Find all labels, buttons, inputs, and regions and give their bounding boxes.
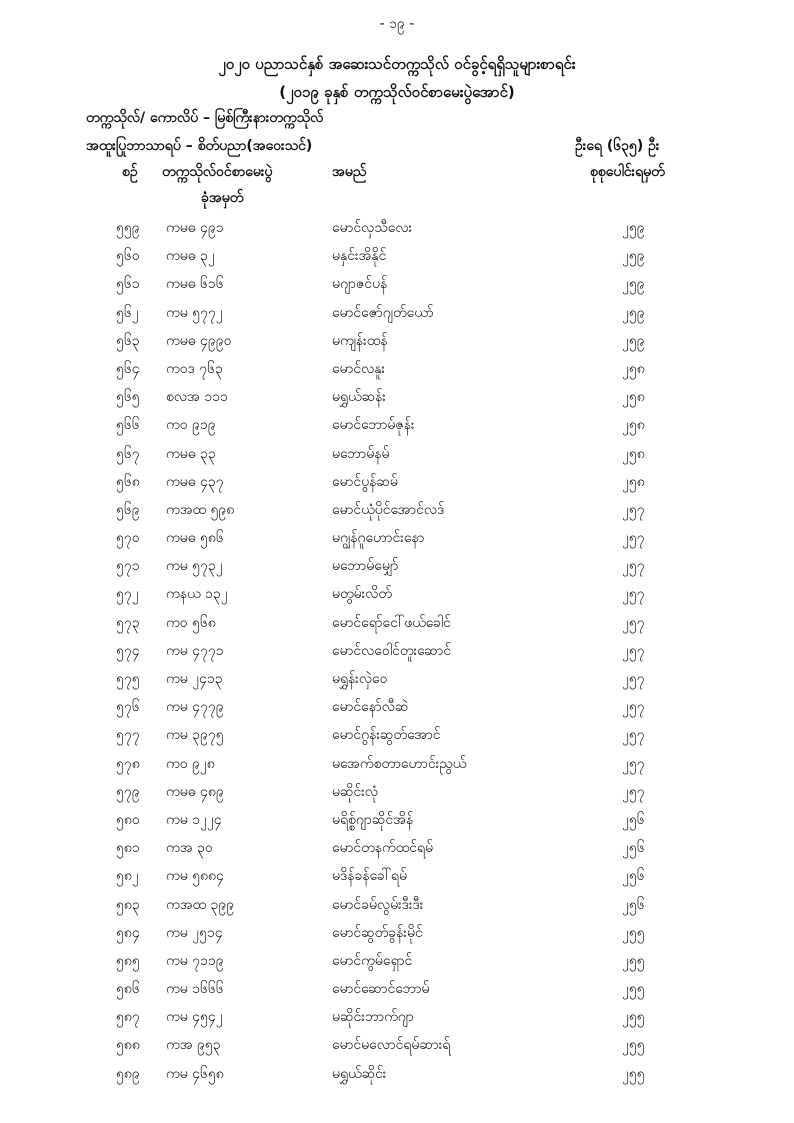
row-serial-no: ၅၈၃ (116, 896, 140, 913)
row-student-name: မရိစ္စ်ဂျာဆိုင်အိန် (332, 811, 414, 828)
table-row (0, 750, 794, 778)
row-roll-number: ကမ ၄၆၅၈ (166, 1065, 224, 1082)
row-student-name: မဂျွန်ဂူဟောင်းနော (332, 530, 425, 547)
header-total-marks: စုစုပေါင်းရမှတ် (590, 164, 665, 180)
row-total-marks: ၂၅၇ (622, 614, 645, 631)
row-serial-no: ၅၆၇ (116, 445, 140, 462)
row-roll-number: ကမဓ ၆၁၆ (166, 276, 224, 293)
row-serial-no: ၅၆၂ (116, 304, 139, 321)
major-line: အထူးပြုဘာသာရပ် – စိတ်ပညာ(အဝေးသင်) (86, 138, 313, 154)
page-number: - ၁၉ - (379, 16, 415, 32)
row-total-marks: ၂၅၇ (622, 558, 645, 575)
table-row (0, 496, 794, 524)
table-row (0, 862, 794, 890)
row-student-name: မောင်တနက်ထင်ရမ် (332, 840, 434, 857)
table-row (0, 552, 794, 580)
row-total-marks: ၂၅၆ (622, 896, 645, 913)
row-total-marks: ၂၅၇ (622, 727, 645, 744)
row-total-marks: ၂၅၇ (622, 586, 645, 603)
row-total-marks: ၂၅၉ (622, 276, 645, 293)
table-row (0, 834, 794, 862)
table-row (0, 919, 794, 947)
table-header (0, 162, 794, 206)
row-roll-number: ကမ ၁၆၆၆ (166, 981, 224, 998)
row-roll-number: ကမ ၂၄၁၃ (166, 671, 223, 687)
row-student-name: မောင်နော်လီဆဲ (332, 699, 409, 716)
row-student-name: မရွှယ်ဆန်း (332, 389, 386, 406)
row-roll-number: ကမဓ ၃၃ (166, 445, 216, 462)
row-student-name: မတွမ်းလိတ် (332, 586, 392, 603)
row-roll-number: ကဝ ၉၂၈ (166, 755, 215, 772)
header-roll-number-line2: ခုံအမှတ် (201, 190, 244, 206)
row-roll-number: ကမ ၇၁၁၉ (166, 952, 224, 969)
row-serial-no: ၅၇၈ (116, 755, 140, 772)
row-total-marks: ၂၅၅ (622, 1065, 645, 1082)
row-serial-no: ၅၈၄ (116, 924, 140, 941)
table-row (0, 242, 794, 270)
row-serial-no: ၅၇၇ (116, 727, 140, 744)
row-student-name: မောင်ဆွတ်ခွန်းမိုင် (332, 924, 423, 941)
table-row (0, 778, 794, 806)
row-serial-no: ၅၈၈ (116, 1037, 140, 1054)
row-serial-no: ၅၇၁ (116, 558, 140, 575)
header-serial-no: စဉ် (122, 164, 138, 180)
row-serial-no: ၅၇၃ (116, 614, 140, 631)
row-serial-no: ၅၆၅ (116, 389, 140, 406)
row-roll-number: ကမဓ ၅၈၆ (166, 530, 224, 547)
header-name: အမည် (332, 164, 367, 180)
row-total-marks: ၂၅၅ (622, 924, 645, 941)
row-total-marks: ၂၅၈ (622, 417, 645, 434)
row-serial-no: ၅၇၂ (116, 586, 139, 603)
row-student-name: မဒိန်ခန်ခေါ်ရမ် (332, 868, 407, 885)
row-total-marks: ၂၅၈ (622, 360, 645, 377)
row-total-marks: ၂၅၇ (622, 671, 645, 687)
row-serial-no: ၅၈၆ (116, 981, 140, 998)
table-row (0, 1060, 794, 1088)
row-serial-no: ၅၈၅ (116, 952, 140, 969)
table-row (0, 975, 794, 1003)
row-total-marks: ၂၅၇ (622, 530, 645, 547)
row-roll-number: ကမ ၃၉၇၅ (166, 727, 224, 744)
row-roll-number: ကမဓ ၄၉၁ (166, 220, 224, 236)
row-roll-number: ကအထ ၃၉၉ (166, 896, 235, 913)
document-title: ၂၀၂၀ ပညာသင်နှစ် အဆေးသင်တက္ကသိုလ် ဝင်ခွင့်ရရှိသူများစာရင်း (218, 55, 576, 73)
row-total-marks: ၂၅၇ (622, 699, 645, 716)
row-roll-number: ကမ ၅၈၈၄ (166, 868, 224, 885)
row-total-marks: ၂၅၅ (622, 952, 645, 969)
table-row (0, 440, 794, 468)
row-student-name: မောင်ဆောင်ဘောမ် (332, 981, 430, 998)
row-roll-number: ကမ ၁၂၂၄ (166, 811, 222, 828)
table-row (0, 411, 794, 439)
row-total-marks: ၂၅၈ (622, 445, 645, 462)
row-serial-no: ၅၆၆ (116, 417, 140, 434)
row-serial-no: ၅၇၉ (116, 783, 140, 800)
row-total-marks: ၂၅၉ (622, 248, 645, 265)
row-roll-number: ကမဓ ၄၈၉ (166, 783, 224, 800)
row-serial-no: ၅၇၆ (116, 699, 140, 716)
row-student-name: မအေက်စတာဟောင်းညွယ် (332, 755, 467, 772)
row-student-name: မောင်ရော်ငေါ်ဖယ်ခေါင် (332, 614, 451, 631)
row-student-name: မောင်ယုံပိုင်အောင်လဒ် (332, 501, 445, 518)
row-student-name: မောင်လနူး (332, 360, 386, 377)
row-total-marks: ၂၅၅ (622, 981, 645, 998)
table-row (0, 383, 794, 411)
table-row (0, 609, 794, 637)
row-serial-no: ၅၈၁ (116, 840, 140, 857)
header-roll-number: တက္ကသိုလ်ဝင်စာမေးပွဲ (162, 164, 273, 180)
table-row (0, 468, 794, 496)
row-serial-no: ၅၈၀ (116, 811, 140, 828)
row-total-marks: ၂၅၆ (622, 840, 645, 857)
row-student-name: မောင်မလောင်ရမ်ဆားရ် (332, 1037, 451, 1054)
row-total-marks: ၂၅၉ (622, 304, 645, 321)
table-row (0, 1003, 794, 1031)
row-student-name: မဆိုင်းလုံ (332, 783, 378, 800)
row-total-marks: ၂၅၆ (622, 868, 645, 885)
row-total-marks: ၂၅၇ (622, 783, 645, 800)
table-row (0, 270, 794, 298)
document-subtitle: (၂၀၁၉ ခုနှစ် တက္ကသိုလ်ဝင်စာမေးပွဲအောင်) (279, 83, 515, 101)
row-roll-number: ကမ ၄၇၇၉ (166, 699, 224, 716)
row-total-marks: ၂၅၅ (622, 1037, 645, 1054)
row-serial-no: ၅၆၀ (116, 248, 140, 265)
row-student-name: မဆိုင်းဘာက်ဂျာ (332, 1009, 414, 1026)
row-total-marks: ၂၅၇ (622, 501, 645, 518)
row-roll-number: ကမ ၄၅၄၂ (166, 1009, 223, 1026)
table-row (0, 806, 794, 834)
row-roll-number: စလအ ၁၁၁ (166, 389, 228, 406)
row-serial-no: ၅၇၅ (116, 671, 140, 687)
row-roll-number: ကနယ ၁၃၂ (166, 586, 228, 603)
row-total-marks: ၂၅၉ (622, 220, 645, 236)
row-total-marks: ၂၅၅ (622, 1009, 645, 1026)
row-serial-no: ၅၇၄ (116, 642, 140, 659)
table-row (0, 580, 794, 608)
row-student-name: မောင်လဝေါင်တူးဆောင် (332, 642, 452, 659)
row-student-name: မောင်ပွန်ဆမ် (332, 473, 398, 490)
table-row (0, 524, 794, 552)
table-row (0, 693, 794, 721)
row-student-name: မဘောမ်မျှော် (332, 558, 399, 575)
row-roll-number: ကအထ ၅၉၈ (166, 501, 235, 518)
table-row (0, 637, 794, 665)
row-roll-number: ကမ ၅၇၃၂ (166, 558, 223, 575)
row-total-marks: ၂၅၈ (622, 473, 645, 490)
row-student-name: မရွှယ်ဆိုင်း (332, 1065, 387, 1082)
row-serial-no: ၅၈၇ (116, 1009, 140, 1026)
student-count: ဦးရေ (၆၃၅) ဦး (575, 138, 660, 154)
row-total-marks: ၂၅၇ (622, 755, 645, 772)
row-serial-no: ၅၆၃ (116, 332, 140, 349)
row-total-marks: ၂၅၈ (622, 389, 645, 406)
table-row (0, 665, 794, 693)
row-serial-no: ၅၆၄ (116, 360, 140, 377)
row-total-marks: ၂၅၇ (622, 642, 645, 659)
row-student-name: မရွှန်းလှဲဝေ (332, 671, 388, 687)
row-student-name: မောင်ဇော်ဂျတ်ယော် (332, 304, 434, 321)
row-student-name: မောင်လှသီလေး (332, 220, 413, 236)
row-serial-no: ၅၈၂ (116, 868, 139, 885)
table-row (0, 214, 794, 242)
row-serial-no: ၅၅၉ (116, 220, 140, 236)
row-roll-number: ကအ ၃၀ (166, 840, 213, 857)
row-roll-number: ကအ ၉၅၃ (166, 1037, 221, 1054)
university-line: တက္ကသိုလ်/ ကောလိပ် – မြစ်ကြီးနားတက္ကသိုလ် (86, 110, 324, 126)
row-roll-number: ကမဓ ၃၂ (166, 248, 215, 265)
row-roll-number: ကမ ၅၇၇၂ (166, 304, 223, 321)
row-student-name: မနှင်းအိနိုင် (332, 248, 387, 265)
row-total-marks: ၂၅၆ (622, 811, 645, 828)
student-table (0, 214, 794, 1088)
row-roll-number: ကဝ ၅၆၈ (166, 614, 216, 631)
row-serial-no: ၅၆၉ (116, 501, 140, 518)
row-serial-no: ၅၇၀ (116, 530, 140, 547)
row-student-name: မောင်ကွမ်ရှောင် (332, 952, 413, 969)
table-row (0, 355, 794, 383)
row-total-marks: ၂၅၉ (622, 332, 645, 349)
row-serial-no: ၅၆၁ (116, 276, 140, 293)
row-roll-number: ကမဓ ၄၃၇ (166, 473, 224, 490)
table-row (0, 891, 794, 919)
row-roll-number: ကမဓ ၄၉၉၀ (166, 332, 232, 349)
row-student-name: မဘောမ်နမ် (332, 445, 390, 462)
row-roll-number: ကမ ၄၇၇၁ (166, 642, 224, 659)
row-serial-no: ၅၆၈ (116, 473, 140, 490)
row-student-name: မောင်ခမ်လွမ်းဒီးဒီး (332, 896, 424, 913)
row-student-name: မောင်ဘောမ်ဇုန်း (332, 417, 415, 434)
table-row (0, 721, 794, 749)
table-row (0, 1031, 794, 1059)
row-roll-number: ကဝဒ ၇၆၃ (166, 360, 223, 377)
table-row (0, 947, 794, 975)
row-student-name: မကျန်းထန် (332, 332, 388, 349)
row-roll-number: ကဝ ၉၁၉ (166, 417, 216, 434)
row-serial-no: ၅၈၉ (116, 1065, 140, 1082)
table-row (0, 299, 794, 327)
table-row (0, 327, 794, 355)
row-student-name: မဂျာဇင်ပန် (332, 276, 388, 293)
row-student-name: မောင်ဂွန်းဆွတ်အောင် (332, 727, 441, 744)
row-roll-number: ကမ ၂၅၁၄ (166, 924, 223, 941)
